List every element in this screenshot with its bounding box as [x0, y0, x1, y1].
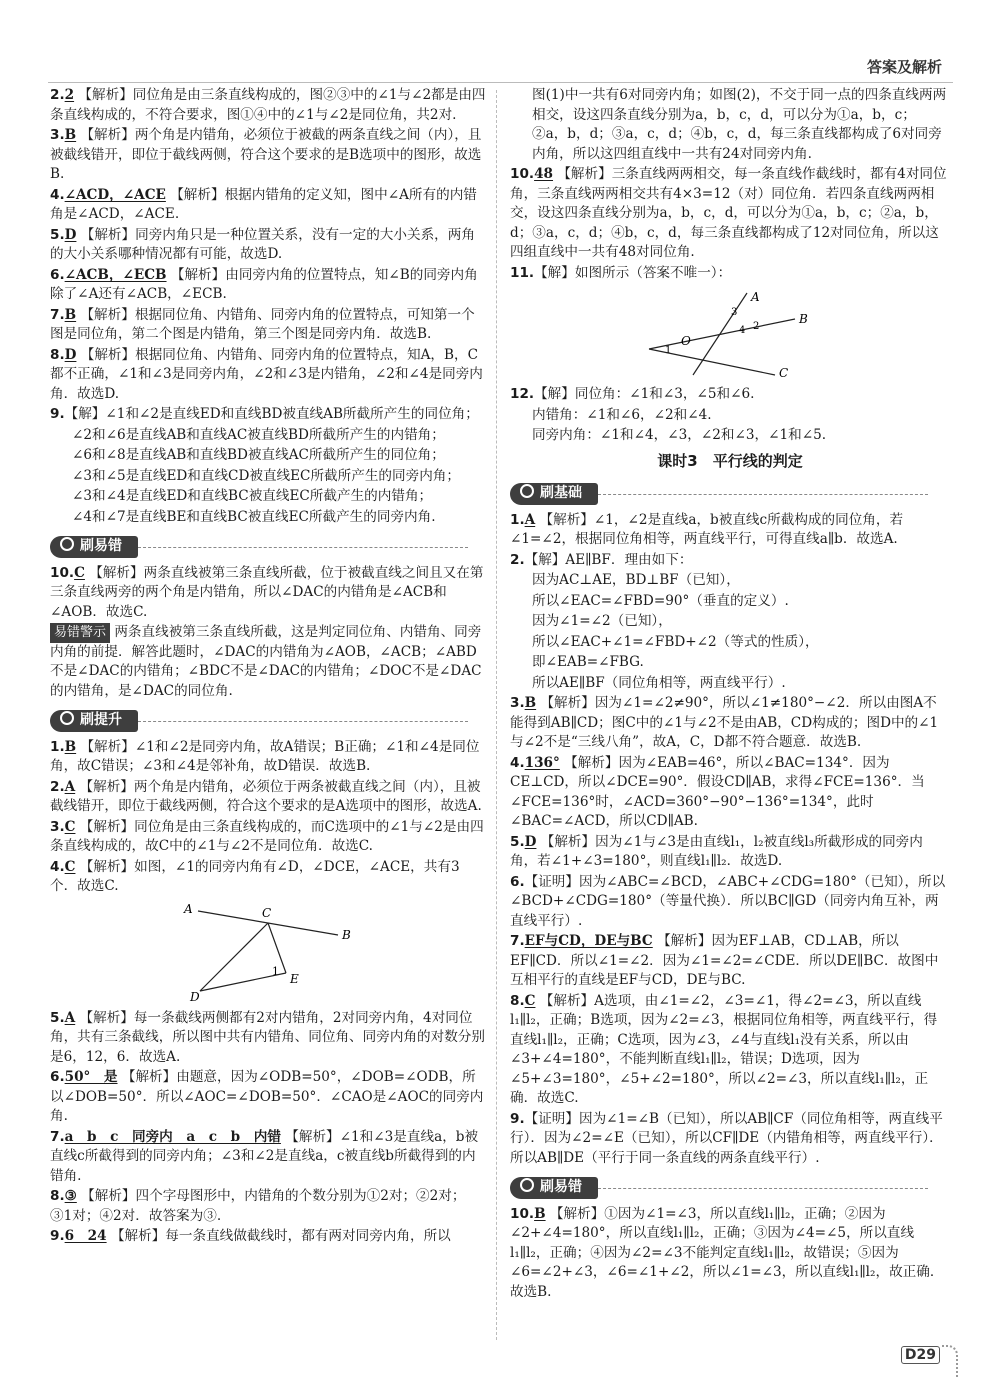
item-text: ∠6和∠8是直线AB和直线BD被直线AC所截所产生的同位角； [72, 447, 445, 463]
answer-item [510, 264, 950, 284]
answer-item [50, 818, 486, 857]
right-items-4 [510, 1205, 950, 1303]
item-answer: B [64, 306, 77, 323]
item-number: 2. [50, 87, 65, 103]
item-number: 9. [50, 1228, 65, 1244]
item-text: 【解析】每一条直线做截线时，都有两对同旁内角，所以 [110, 1228, 451, 1244]
answer-item [50, 467, 486, 487]
item-text: 【解析】①因为∠1=∠3，所以直线l₁∥l₂，正确；②因为∠2+∠4=180°，所以直线l₁∥l₂，正确；③因为∠4=∠5，所以直线l₁∥l₂，正确；④因为∠2=∠3不能判定直线l₁∥l₂，故错误；⑤因为∠6=∠2+∠3，∠6=∠1+∠2，所以∠1=∠3，所以直线l₁∥l₂，故正确．故选B. [510, 1205, 944, 1300]
item-text: 【解析】因为∠1与∠3是由直线l₁，l₂被直线l₃所截形成的同旁内角，若∠1+∠3=180°，则直线l₁∥l₂．故选D. [510, 833, 923, 869]
item-answer: C [64, 858, 76, 875]
item-number: 9. [50, 406, 65, 422]
answer-item [50, 446, 486, 466]
answer-item [50, 1009, 486, 1068]
item-answer: D [524, 833, 537, 850]
item-text: 【证明】因为∠1=∠B（已知），所以AB∥CF（同位角相等，两直线平行）．因为∠2=∠E（已知），所以CF∥DE（内错角相等，两直线平行）．所以AB∥DE（平行于同一条直线的两条直线平行）. [510, 1110, 943, 1166]
item-text: 【证明】因为∠ABC=∠BCD，∠ABC+∠CDG=180°（已知），所以∠BCD+∠CDG=180°（等量代换）．所以BC∥GD（同旁内角互补，两直线平行）. [510, 873, 946, 929]
item-text: 所以∠EAC+∠1=∠FBD+∠2（等式的性质）， [532, 633, 819, 650]
item-number: 2. [510, 551, 525, 568]
fig2-label-b: B [799, 312, 808, 326]
answer-item [510, 633, 950, 653]
section-label-tisheng: 刷提升 [50, 710, 138, 732]
answer-item [510, 592, 950, 612]
item-answer: 50° 是 [64, 1069, 118, 1085]
answer-item [510, 1205, 950, 1303]
answer-item [510, 833, 950, 872]
item-text: 内错角：∠1和∠6，∠2和∠4. [532, 406, 712, 423]
fig1-label-c: C [262, 905, 272, 920]
right-items-2 [510, 385, 950, 446]
answer-item [50, 564, 486, 623]
answer-item [510, 694, 950, 753]
right-items-3 [510, 511, 950, 1169]
item-text: 【解】∠1和∠2是直线ED和直线BD被直线AB所截所产生的同位角； [64, 406, 479, 422]
item-text: 【解析】由同旁内角的位置特点，知∠B的同旁内角除了∠A还有∠ACB，∠ECB. [50, 266, 478, 302]
item-text: 【解析】两条直线被第三条直线所截，位于被截直线之间且又在第三条直线两旁的两个角是内错角，所以∠DAC的内错角是∠ACB和∠AOB．故选C. [50, 564, 484, 620]
item-text: 【解析】因为∠1=∠2≠90°，所以∠1≠180°−∠2．所以由图A不能得到AB∥CD；图C中的∠1与∠2不是由AB，CD构成的；图D中的∠1与∠2不是“三线八角”，故A，C，D都不符合题意．故选B. [510, 695, 939, 750]
fig1-label-a: A [184, 902, 193, 916]
item-answer: C [64, 818, 76, 835]
fig2-label-c: C [779, 366, 789, 379]
item-text: 【解析】每一条截线两侧都有2对内错角，2对同旁内角，4对同位角，共有三条截线，所以图中共有内错角、同位角、同旁内角的对数分别是6，12，6．故选A. [50, 1009, 485, 1065]
right-items-1 [510, 86, 950, 283]
item-text: ∠2和∠6是直线AB和直线AC被直线BD所截所产生的内错角； [72, 426, 445, 443]
item-answer: C [524, 992, 536, 1009]
item-text: 【解析】如图，∠1的同旁内角有∠D，∠DCE，∠ACE，共有3个．故选C. [50, 858, 460, 894]
item-text: 同旁内角：∠1和∠4，∠3，∠2和∠3，∠1和∠5. [532, 427, 827, 443]
item-number: 4. [50, 186, 65, 203]
item-number: 10. [510, 1205, 535, 1222]
item-answer: 48 [534, 166, 554, 182]
item-text: 所以AE∥BF（同位角相等，两直线平行）. [532, 674, 786, 691]
item-number: 5. [50, 1009, 65, 1026]
answer-item [50, 226, 486, 265]
fig2-label-4: 4 [739, 325, 746, 336]
item-answer: B [534, 1205, 546, 1222]
item-answer: D [64, 346, 77, 363]
item-number: 4. [510, 754, 525, 771]
item-number: 3. [510, 695, 525, 711]
item-text: 所以∠EAC=∠FBD=90°（垂直的定义）. [532, 592, 789, 609]
item-number: 4. [50, 858, 65, 875]
item-number: 9. [510, 1110, 525, 1127]
item-text: 图(1)中一共有6对同旁内角；如图(2)，不交于同一点的四条直线两两相交，设这四条直线分别为a，b，c，d，可以分为①a，b，c；②a，b，d；③a，c，d；④b，c，d，每三条直线都构成了6对同旁内角，所以这四组直线中一共有24对同旁内角. [532, 87, 947, 162]
item-text: 【解析】同位角是由三条直线构成的，图②③中的∠1与∠2都是由四条直线构成的，不符合要求，图①④中的∠1与∠2是同位角，共2对. [50, 87, 486, 123]
answer-item [510, 86, 950, 164]
item-text: 【解析】两个角是内错角，必须位于被截的两条直线之间（内），且被截线错开，即位于截线两侧，符合这个要求的是B选项中的图形，故选B. [50, 127, 482, 182]
answer-item [510, 992, 950, 1109]
item-number: 10. [510, 166, 535, 182]
answer-item [50, 487, 486, 507]
answer-item [510, 406, 950, 426]
answer-item [50, 266, 486, 305]
left-items-4 [50, 1009, 486, 1247]
answer-item [510, 165, 950, 263]
answer-item [510, 511, 950, 550]
answer-item [50, 858, 486, 897]
item-number: 6. [50, 266, 65, 283]
corner-decoration [942, 1345, 958, 1377]
answer-item [50, 86, 486, 125]
item-text: 【解析】因为∠EAB=46°，所以∠BAC=134°．因为CE⊥CD，所以∠DCE=90°．假设CD∥AB，求得∠FCE=136°．当∠FCE=136°时，∠ACD=360°−90°−136°=134°，此时∠BAC=∠ACD，所以CD∥AB. [510, 754, 925, 829]
item-number: 5. [50, 226, 65, 243]
answer-item [510, 385, 950, 405]
item-answer: ∠ACD，∠ACE [64, 186, 166, 203]
answer-item [50, 346, 486, 405]
item-number: 11. [510, 264, 535, 281]
item-text: 【解析】根据内错角的定义知，图中∠A所有的内错角是∠ACD，∠ACE. [50, 186, 477, 222]
item-text: 【解析】根据同位角、内错角、同旁内角的位置特点，知A，B，C都不正确，∠1和∠3是同旁内角，∠2和∠3是内错角，∠2和∠4是同旁内角．故选D. [50, 346, 483, 402]
answer-item [50, 1227, 486, 1247]
item-answer: A [64, 1009, 76, 1026]
item-answer: B [64, 127, 77, 143]
item-number: 7. [50, 306, 65, 323]
item-number: 1. [510, 511, 525, 528]
item-number: 2. [50, 778, 65, 795]
warning-label: 易错警示 [50, 623, 110, 643]
item-number: 3. [50, 127, 65, 143]
column-divider [496, 90, 497, 1340]
answer-item [510, 932, 950, 991]
item-text: 即∠EAB=∠FBG. [532, 654, 644, 670]
item-text: ∠3和∠5是直线ED和直线CD被直线EC所截所产生的同旁内角； [72, 467, 460, 484]
item-number: 8. [50, 346, 65, 363]
item-text: 【解析】四个字母图形中，内错角的个数分别为①2对；②2对；③1对；④2对．故答案为③. [50, 1188, 466, 1224]
item-answer: 136° [524, 754, 560, 771]
item-answer: C [74, 564, 85, 581]
item-text: 【解析】两个角是内错角，必须位于两条被截直线之间（内），且被截线错开，即位于截线两侧，符合这个要求的是A选项中的图形，故选A. [50, 778, 482, 814]
fig2-label-o: O [681, 334, 691, 348]
fig1-label-b: B [342, 927, 351, 942]
item-text: 【解】同位角：∠1和∠3，∠5和∠6. [534, 386, 755, 402]
item-answer: 2 [64, 87, 75, 103]
fig2-label-a: A [751, 290, 760, 304]
item-number: 7. [510, 933, 525, 949]
item-answer: B [524, 695, 537, 711]
answer-item [50, 126, 486, 185]
item-text: 【解】AE∥BF．理由如下： [524, 551, 693, 568]
item-text: 因为AC⊥AE，BD⊥BF（已知）， [532, 572, 740, 588]
lesson-title: 课时3 平行线的判定 [657, 451, 803, 470]
fig1-label-e: E [290, 971, 299, 986]
header-divider [48, 82, 953, 83]
warning-note [50, 623, 486, 701]
item-text: ∠4和∠7是直线BE和直线BC被直线EC所截产生的同旁内角. [72, 508, 436, 525]
item-answer: D [64, 226, 77, 243]
answer-item [510, 653, 950, 673]
left-items-3 [50, 738, 486, 897]
fig2-label-1: 1 [665, 345, 672, 356]
answer-item [50, 186, 486, 225]
angle-figure [635, 289, 825, 379]
answer-item [510, 873, 950, 932]
item-text: 【解析】因为EF⊥AB，CD⊥AB，所以EF∥CD．所以∠1=∠2．因为∠1=∠2=∠CDE．所以DE∥BC．故图中互相平行的直线是EF与CD，DE与BC. [510, 933, 939, 988]
item-number: 3. [50, 818, 65, 835]
answer-item [50, 426, 486, 446]
answer-item [50, 1187, 486, 1226]
left-items-2 [50, 564, 486, 623]
item-text: 【解】如图所示（答案不唯一）： [534, 264, 732, 281]
item-answer: B [64, 738, 77, 755]
section-label-yicuo: 刷易错 [50, 536, 138, 558]
item-text: 【解析】由题意，因为∠ODB=50°，∠DOB=∠ODB，所以∠DOB=50°．所以∠AOC=∠DOB=50°．∠CAO是∠AOC的同旁内角. [50, 1069, 484, 1124]
section-label-yicuo-2: 刷易错 [510, 1177, 598, 1199]
answer-item [50, 306, 486, 345]
item-text: 【解析】同位角是由三条直线构成的，而C选项中的∠1与∠2是由四条直线构成的，故C中的∠1与∠2不是同位角．故选C. [50, 818, 484, 854]
answer-item [50, 1068, 486, 1127]
item-number: 8. [50, 1188, 65, 1204]
item-text: 【解析】∠1和∠3是直线a，b被直线c所截得到的同旁内角；∠3和∠2是直线a，c被直线b所截得到的内错角. [50, 1128, 479, 1184]
item-text: 【解析】∠1，∠2是直线a，b被直线c所截构成的同位角，若∠1=∠2，根据同位角相等，两直线平行，可得直线a∥b．故选A. [510, 511, 904, 547]
answer-item [50, 508, 486, 528]
right-column [510, 86, 950, 1303]
fig2-label-2: 2 [753, 321, 760, 332]
item-answer: ③ [64, 1188, 77, 1204]
answer-item [510, 551, 950, 571]
answer-item [510, 426, 950, 446]
item-text: 【解析】根据同位角、内错角、同旁内角的位置特点，可知第一个图是同位角，第二个图是内错角，第三个图是同旁内角．故选B. [50, 306, 475, 342]
item-number: 5. [510, 833, 525, 850]
item-number: 12. [510, 386, 535, 402]
section-label-jichu: 刷基础 [510, 483, 598, 505]
left-column [50, 86, 486, 1248]
answer-item [510, 1110, 950, 1169]
item-answer: a b c 同旁内 a c b 内错 [64, 1128, 281, 1145]
header-title: 答案及解析 [866, 58, 942, 76]
item-text: 【解析】A选项，由∠1=∠2，∠3=∠1，得∠2=∠3，所以直线l₁∥l₂，正确；B选项，因为∠2=∠3，根据同位角相等，两直线平行，得直线l₁∥l₂，正确；C选项，因为∠3，∠4与直线l₁没有关系，所以由∠3+∠4=180°，不能判断直线l₁∥l₂，错误；D选项，因为∠5+∠3=180°，∠5+∠2=180°，所以∠2=∠3，所以直线l₁∥l₂，正确．故选C. [510, 992, 938, 1106]
item-answer: EF与CD，DE与BC [524, 933, 653, 949]
answer-item [50, 1128, 486, 1187]
item-text: 【解析】∠1和∠2是同旁内角，故A错误；B正确；∠1和∠4是同位角，故C错误；∠3和∠4是邻补角，故D错误．故选B. [50, 738, 480, 774]
item-answer: A [524, 511, 536, 528]
item-text: ∠3和∠4是直线ED和直线BC被直线EC所截产生的内错角； [72, 488, 433, 504]
item-number: 7. [50, 1128, 65, 1145]
answer-item [510, 674, 950, 694]
item-number: 6. [510, 873, 525, 890]
item-number: 8. [510, 992, 525, 1009]
triangle-figure [178, 903, 358, 1003]
item-answer: ∠ACB，∠ECB [64, 266, 167, 283]
answer-item [50, 738, 486, 777]
page-number: D29 [901, 1346, 940, 1364]
answer-item [510, 754, 950, 832]
item-text: 【解析】三条直线两两相交，每一条直线作截线时，都有4对同位角，三条直线两两相交共有4×3=12（对）同位角．若四条直线两两相交，设这四条直线分别为a，b，c，d，可以分为①a，b，c；②a，b，d；③a，c，d；④b，c，d，每三条直线都构成了12对同位角，所以这四组直线中一共有48对同位角. [510, 166, 947, 260]
item-number: 10. [50, 564, 75, 581]
answer-item [510, 571, 950, 591]
answer-item [50, 405, 486, 425]
item-answer: 6 24 [64, 1228, 107, 1244]
fig1-label-d: D [190, 989, 200, 1003]
fig1-label-1: 1 [272, 964, 279, 978]
answer-item [510, 612, 950, 632]
item-number: 1. [50, 738, 65, 755]
item-text: 【解析】同旁内角只是一种位置关系，没有一定的大小关系，两角的大小关系哪种情况都有可能，故选D. [50, 226, 475, 262]
item-text: 因为∠1=∠2（已知）， [532, 613, 672, 629]
item-number: 6. [50, 1069, 65, 1085]
warning-text: 两条直线被第三条直线所截，这是判定同位角、内错角、同旁内角的前提．解答此题时，∠DAC的内错角为∠AOB，∠ACB；∠ABD不是∠DAC的内错角；∠BDC不是∠DAC的内错角；∠DOC不是∠DAC的内错角，是∠DAC的同位角. [50, 624, 482, 699]
answer-item [50, 778, 486, 817]
fig2-label-3: 3 [731, 307, 738, 318]
item-answer: A [64, 778, 76, 795]
left-items-1 [50, 86, 486, 527]
